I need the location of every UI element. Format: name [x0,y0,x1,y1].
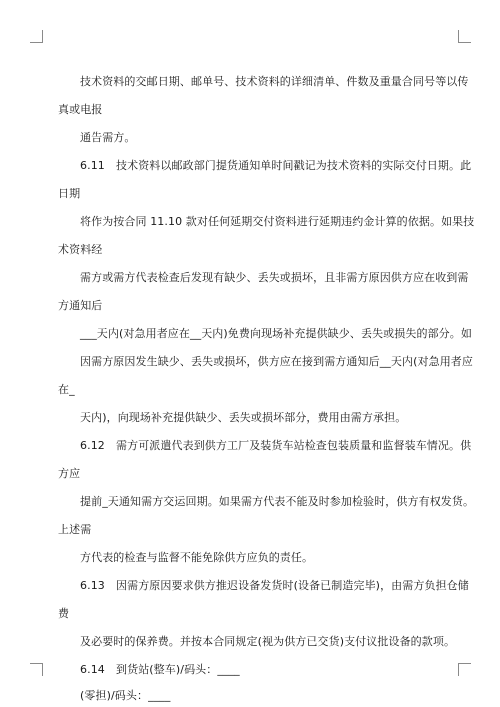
clause-6-11: 6.11 技术资料以邮政部门提货通知单时间戳记为技术资料的实际交付日期。此 [80,159,472,172]
text-line: 真或电报 [58,103,103,116]
crop-mark-bottom-left [30,663,43,676]
clause-6-12: 6.12 需方可派遣代表到供方工厂及装货车站检查包装质量和监督装车情况。供 [80,439,472,452]
text-line: 因需方原因发生缺少、丢失或损坏，供方应在接到需方通知后__天内(对急用者应 [80,355,473,368]
clause-6-13: 6.13 因需方原因要求供方推迟设备发货时(设备已制造完毕)，由需方负担仓储 [80,579,469,592]
text-line: 将作为按合同 11.10 款对任何延期交付资料进行延期违约金计算的依据。如果技 [80,215,475,228]
crop-mark-top-right [458,30,471,43]
crop-mark-bottom-right [458,663,471,676]
text-line: 费 [58,607,70,620]
text-line: ___天内(对急用者应在__天内)免费向现场补充提供缺少、丢失或损失的部分。如 [80,327,472,340]
text-line: 方代表的检查与监督不能免除供方应负的责任。 [80,551,314,564]
text-line: 方通知后 [58,299,103,312]
text-line: 日期 [58,187,81,200]
crop-mark-top-left [30,30,43,43]
text-line: 技术资料的交邮日期、邮单号、技术资料的详细清单、件数及重量合同号等以传 [80,75,469,88]
text-line: 通告需方。 [80,131,136,144]
text-line: 需方或需方代表检查后发现有缺少、丢失或损坏，且非需方原因供方应在收到需 [80,271,469,284]
text-line: 在_ [58,383,75,396]
text-line: 提前_天通知需方交运回期。如果需方代表不能及时参加检验时，供方有权发货。 [80,495,475,508]
text-line: 及必要时的保养费。并按本合同规定(视为供方已交货)支付议批设备的款项。 [80,635,456,648]
text-line: 术资料经 [58,243,103,256]
clause-6-14: 6.14 到货站(整车)/码头：____ [80,663,240,676]
text-line: 天内)，向现场补充提供缺少、丢失或损坏部分，费用由需方承担。 [80,411,407,424]
text-line: (零担)/码头：____ [80,689,171,702]
text-line: 方应 [58,467,81,480]
text-line: 上述需 [58,523,92,536]
